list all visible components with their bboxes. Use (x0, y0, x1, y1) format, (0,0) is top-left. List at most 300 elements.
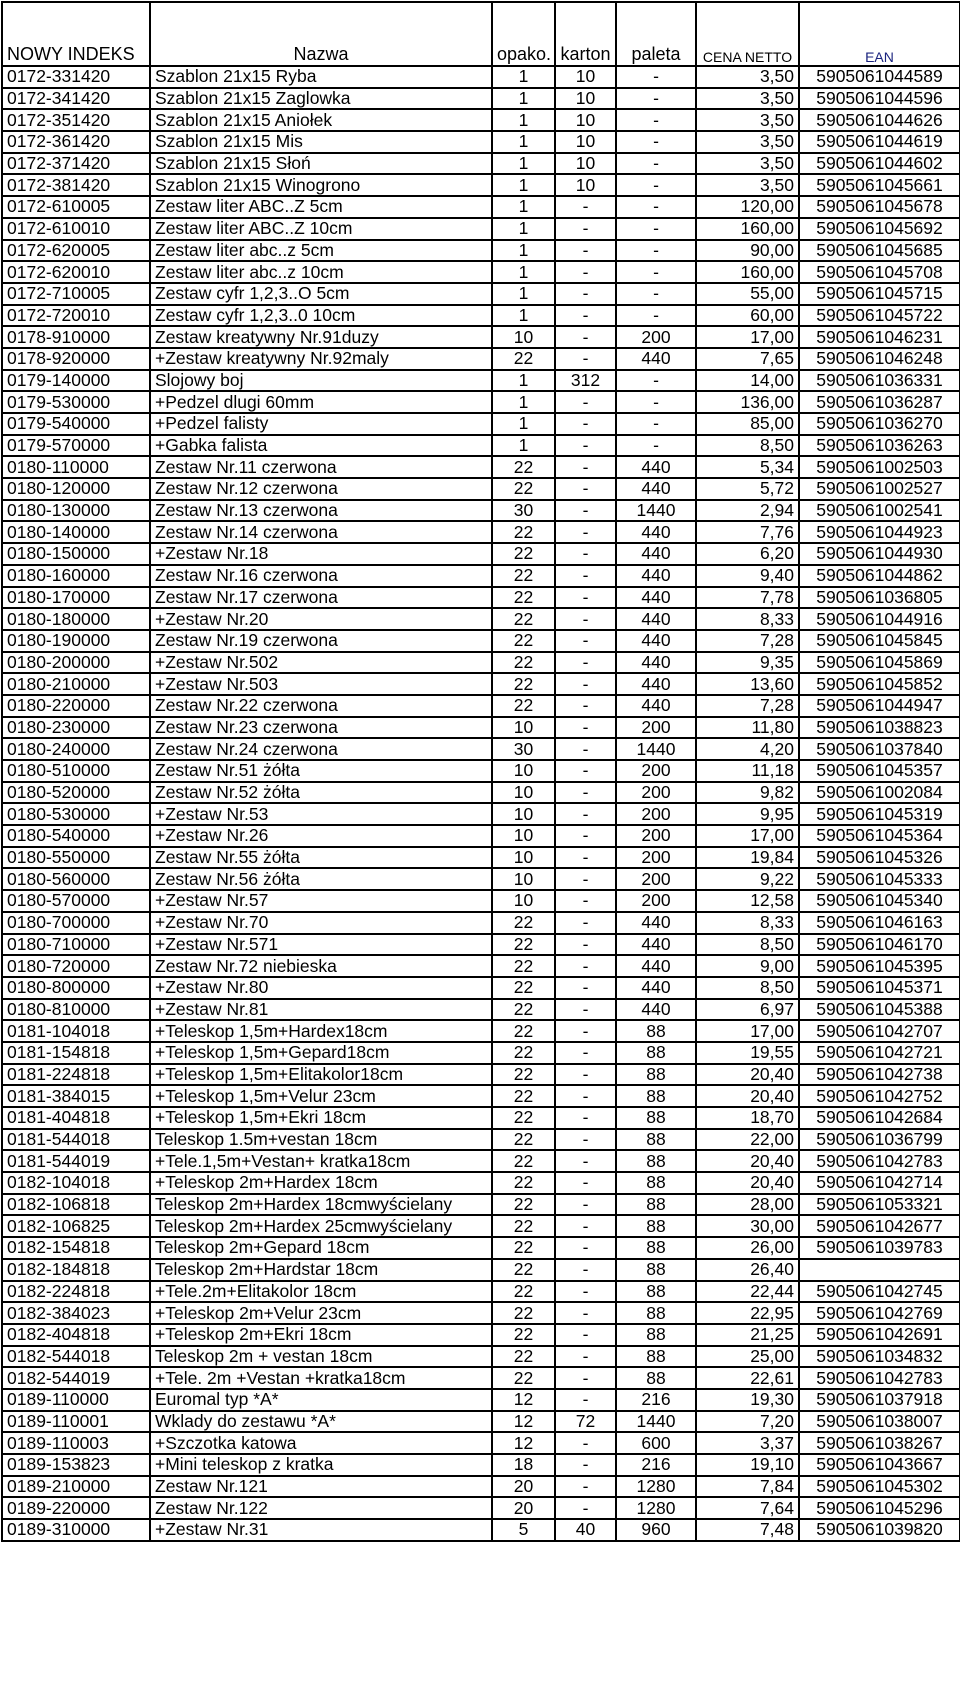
cell-price: 9,95 (696, 803, 799, 825)
cell-index: 0181-224818 (2, 1064, 150, 1086)
cell-price: 3,50 (696, 88, 799, 110)
cell-paleta: 200 (616, 825, 696, 847)
cell-name: +Teleskop 1,5m+Gepard18cm (150, 1042, 492, 1064)
cell-paleta: 88 (616, 1172, 696, 1194)
cell-opak: 1 (492, 196, 555, 218)
cell-price: 7,64 (696, 1497, 799, 1519)
cell-opak: 5 (492, 1519, 555, 1541)
cell-index: 0180-150000 (2, 543, 150, 565)
cell-price: 5,72 (696, 478, 799, 500)
cell-opak: 22 (492, 1259, 555, 1281)
cell-karton: - (555, 1259, 616, 1281)
cell-price: 120,00 (696, 196, 799, 218)
cell-name: Zestaw Nr.51 żółta (150, 760, 492, 782)
cell-price: 25,00 (696, 1346, 799, 1368)
cell-ean: 5905061042783 (799, 1150, 960, 1172)
cell-ean: 5905061045371 (799, 977, 960, 999)
cell-name: Zestaw Nr.72 niebieska (150, 955, 492, 977)
cell-karton: - (555, 1042, 616, 1064)
cell-index: 0181-154818 (2, 1042, 150, 1064)
cell-opak: 22 (492, 977, 555, 999)
table-row (2, 1150, 960, 1172)
cell-index: 0179-140000 (2, 370, 150, 392)
table-row (2, 717, 960, 739)
cell-index: 0189-153823 (2, 1454, 150, 1476)
cell-name: Zestaw liter ABC..Z 10cm (150, 218, 492, 240)
cell-name: Zestaw Nr.22 czerwona (150, 695, 492, 717)
cell-name: Zestaw cyfr 1,2,3..0 10cm (150, 305, 492, 327)
cell-paleta: 88 (616, 1042, 696, 1064)
cell-index: 0180-800000 (2, 977, 150, 999)
cell-index: 0172-361420 (2, 131, 150, 153)
cell-name: Teleskop 2m + vestan 18cm (150, 1346, 492, 1368)
cell-paleta: 88 (616, 1237, 696, 1259)
cell-price: 17,00 (696, 1020, 799, 1042)
cell-paleta: 440 (616, 695, 696, 717)
cell-ean: 5905061045333 (799, 868, 960, 890)
cell-ean: 5905061044626 (799, 109, 960, 131)
header-name: Nazwa (150, 2, 492, 66)
cell-opak: 12 (492, 1432, 555, 1454)
cell-name: Wklady do zestawu *A* (150, 1411, 492, 1433)
cell-ean: 5905061042752 (799, 1085, 960, 1107)
cell-karton: 10 (555, 153, 616, 175)
cell-paleta: 440 (616, 977, 696, 999)
cell-opak: 22 (492, 673, 555, 695)
cell-paleta: 88 (616, 1020, 696, 1042)
cell-name: +Zestaw Nr.57 (150, 890, 492, 912)
table-row (2, 283, 960, 305)
cell-index: 0182-404818 (2, 1324, 150, 1346)
cell-ean: 5905061042745 (799, 1281, 960, 1303)
table-row (2, 890, 960, 912)
table-row (2, 912, 960, 934)
cell-index: 0180-130000 (2, 500, 150, 522)
cell-paleta: 600 (616, 1432, 696, 1454)
cell-price: 11,80 (696, 717, 799, 739)
cell-name: Zestaw kreatywny Nr.91duzy (150, 326, 492, 348)
cell-paleta: 88 (616, 1215, 696, 1237)
cell-ean: 5905061044602 (799, 153, 960, 175)
cell-name: Zestaw Nr.19 czerwona (150, 630, 492, 652)
cell-price: 6,20 (696, 543, 799, 565)
cell-ean: 5905061038823 (799, 717, 960, 739)
cell-name: +Zestaw Nr.70 (150, 912, 492, 934)
table-row (2, 478, 960, 500)
cell-karton: - (555, 1346, 616, 1368)
cell-ean: 5905061045395 (799, 955, 960, 977)
table-body (2, 66, 960, 1541)
cell-price: 7,78 (696, 587, 799, 609)
cell-index: 0189-110000 (2, 1389, 150, 1411)
cell-karton: - (555, 1172, 616, 1194)
cell-price: 13,60 (696, 673, 799, 695)
cell-karton: - (555, 652, 616, 674)
cell-price: 22,61 (696, 1367, 799, 1389)
table-row (2, 153, 960, 175)
cell-index: 0180-520000 (2, 782, 150, 804)
cell-ean: 5905061039783 (799, 1237, 960, 1259)
cell-karton: - (555, 348, 616, 370)
cell-index: 0180-170000 (2, 587, 150, 609)
cell-opak: 1 (492, 435, 555, 457)
table-row (2, 1237, 960, 1259)
table-row (2, 673, 960, 695)
cell-karton: - (555, 1324, 616, 1346)
cell-karton: - (555, 1389, 616, 1411)
table-row (2, 1367, 960, 1389)
cell-ean: 5905061044862 (799, 565, 960, 587)
cell-paleta: 216 (616, 1389, 696, 1411)
table-row (2, 326, 960, 348)
table-row (2, 456, 960, 478)
cell-ean: 5905061042684 (799, 1107, 960, 1129)
cell-name: +Tele. 2m +Vestan +kratka18cm (150, 1367, 492, 1389)
cell-paleta: 440 (616, 999, 696, 1021)
cell-karton: - (555, 543, 616, 565)
cell-price: 19,55 (696, 1042, 799, 1064)
cell-price: 7,20 (696, 1411, 799, 1433)
cell-karton: - (555, 1281, 616, 1303)
cell-paleta: - (616, 305, 696, 327)
cell-price: 9,82 (696, 782, 799, 804)
cell-index: 0180-570000 (2, 890, 150, 912)
cell-karton: - (555, 1215, 616, 1237)
cell-name: Zestaw liter abc..z 10cm (150, 261, 492, 283)
cell-price: 90,00 (696, 240, 799, 262)
cell-name: +Zestaw Nr.81 (150, 999, 492, 1021)
cell-index: 0172-351420 (2, 109, 150, 131)
table-row (2, 109, 960, 131)
cell-opak: 22 (492, 1150, 555, 1172)
table-row (2, 218, 960, 240)
cell-price: 3,50 (696, 174, 799, 196)
cell-name: +Mini teleskop z kratka (150, 1454, 492, 1476)
cell-price: 55,00 (696, 283, 799, 305)
table-row (2, 1497, 960, 1519)
cell-opak: 22 (492, 587, 555, 609)
cell-index: 0180-810000 (2, 999, 150, 1021)
cell-opak: 22 (492, 521, 555, 543)
cell-index: 0180-540000 (2, 825, 150, 847)
cell-ean: 5905061037840 (799, 738, 960, 760)
cell-ean: 5905061042783 (799, 1367, 960, 1389)
cell-price: 7,84 (696, 1476, 799, 1498)
cell-ean: 5905061036287 (799, 391, 960, 413)
cell-karton: - (555, 868, 616, 890)
cell-name: +Tele.1,5m+Vestan+ kratka18cm (150, 1150, 492, 1172)
cell-paleta: 88 (616, 1194, 696, 1216)
cell-opak: 22 (492, 1215, 555, 1237)
cell-paleta: 88 (616, 1064, 696, 1086)
cell-karton: - (555, 999, 616, 1021)
cell-opak: 22 (492, 1194, 555, 1216)
cell-ean: 5905061043667 (799, 1454, 960, 1476)
cell-ean: 5905061002084 (799, 782, 960, 804)
cell-name: Zestaw Nr.121 (150, 1476, 492, 1498)
cell-paleta: 216 (616, 1454, 696, 1476)
cell-karton: - (555, 456, 616, 478)
cell-name: Zestaw Nr.14 czerwona (150, 521, 492, 543)
cell-karton: - (555, 1476, 616, 1498)
table-row (2, 1519, 960, 1541)
cell-karton: - (555, 326, 616, 348)
cell-opak: 30 (492, 738, 555, 760)
cell-ean: 5905061045685 (799, 240, 960, 262)
cell-price: 17,00 (696, 825, 799, 847)
cell-opak: 10 (492, 847, 555, 869)
cell-name: Zestaw Nr.17 czerwona (150, 587, 492, 609)
cell-karton: - (555, 977, 616, 999)
table-row (2, 66, 960, 88)
table-row (2, 174, 960, 196)
cell-ean: 5905061044589 (799, 66, 960, 88)
cell-opak: 22 (492, 1129, 555, 1151)
cell-paleta: 88 (616, 1281, 696, 1303)
cell-name: Szablon 21x15 Ryba (150, 66, 492, 88)
cell-name: Slojowy boj (150, 370, 492, 392)
cell-paleta: 960 (616, 1519, 696, 1541)
cell-karton: - (555, 738, 616, 760)
cell-opak: 10 (492, 760, 555, 782)
table-row (2, 1454, 960, 1476)
cell-paleta: 440 (616, 955, 696, 977)
cell-opak: 10 (492, 782, 555, 804)
cell-paleta: 440 (616, 587, 696, 609)
cell-ean: 5905061045296 (799, 1497, 960, 1519)
cell-price: 11,18 (696, 760, 799, 782)
cell-price: 9,22 (696, 868, 799, 890)
table-row (2, 760, 960, 782)
cell-paleta: - (616, 196, 696, 218)
cell-ean: 5905061045708 (799, 261, 960, 283)
cell-name: +Zestaw Nr.26 (150, 825, 492, 847)
header-index: NOWY INDEKS (2, 2, 150, 66)
table-row (2, 1215, 960, 1237)
cell-name: +Teleskop 2m+Ekri 18cm (150, 1324, 492, 1346)
cell-paleta: 200 (616, 782, 696, 804)
cell-ean: 5905061044947 (799, 695, 960, 717)
cell-name: Zestaw Nr.122 (150, 1497, 492, 1519)
cell-karton: - (555, 565, 616, 587)
cell-name: +Zestaw Nr.20 (150, 608, 492, 630)
table-row (2, 608, 960, 630)
table-row (2, 868, 960, 890)
cell-name: +Zestaw Nr.80 (150, 977, 492, 999)
cell-opak: 30 (492, 500, 555, 522)
cell-name: Zestaw liter ABC..Z 5cm (150, 196, 492, 218)
cell-paleta: 440 (616, 478, 696, 500)
cell-ean: 5905061002527 (799, 478, 960, 500)
table-row (2, 782, 960, 804)
cell-paleta: 88 (616, 1302, 696, 1324)
cell-paleta: 200 (616, 890, 696, 912)
cell-karton: - (555, 1020, 616, 1042)
table-row (2, 370, 960, 392)
cell-karton: - (555, 717, 616, 739)
table-row (2, 1259, 960, 1281)
cell-name: +Zestaw Nr.502 (150, 652, 492, 674)
cell-opak: 22 (492, 1107, 555, 1129)
cell-price: 60,00 (696, 305, 799, 327)
cell-index: 0172-620005 (2, 240, 150, 262)
cell-paleta: 440 (616, 934, 696, 956)
cell-opak: 22 (492, 1281, 555, 1303)
cell-paleta: 88 (616, 1129, 696, 1151)
table-row (2, 1172, 960, 1194)
cell-name: +Pedzel dlugi 60mm (150, 391, 492, 413)
cell-opak: 20 (492, 1476, 555, 1498)
cell-name: Zestaw Nr.52 żółta (150, 782, 492, 804)
cell-opak: 22 (492, 695, 555, 717)
cell-ean: 5905061036331 (799, 370, 960, 392)
cell-index: 0189-220000 (2, 1497, 150, 1519)
cell-ean: 5905061042707 (799, 1020, 960, 1042)
table-row (2, 435, 960, 457)
cell-price: 160,00 (696, 218, 799, 240)
cell-ean: 5905061045340 (799, 890, 960, 912)
cell-karton: 10 (555, 131, 616, 153)
cell-paleta: 88 (616, 1367, 696, 1389)
cell-index: 0179-530000 (2, 391, 150, 413)
cell-ean: 5905061036805 (799, 587, 960, 609)
cell-karton: - (555, 890, 616, 912)
cell-karton: 10 (555, 66, 616, 88)
cell-paleta: 440 (616, 673, 696, 695)
cell-karton: - (555, 521, 616, 543)
cell-karton: - (555, 782, 616, 804)
cell-paleta: - (616, 435, 696, 457)
cell-name: Zestaw Nr.12 czerwona (150, 478, 492, 500)
table-row (2, 521, 960, 543)
cell-price: 14,00 (696, 370, 799, 392)
cell-ean: 5905061044916 (799, 608, 960, 630)
cell-name: +Teleskop 2m+Hardex 18cm (150, 1172, 492, 1194)
cell-ean: 5905061046163 (799, 912, 960, 934)
table-row (2, 88, 960, 110)
cell-karton: 40 (555, 1519, 616, 1541)
cell-karton: - (555, 630, 616, 652)
cell-opak: 22 (492, 1237, 555, 1259)
cell-price: 8,33 (696, 608, 799, 630)
cell-karton: - (555, 1367, 616, 1389)
cell-index: 0172-331420 (2, 66, 150, 88)
cell-ean: 5905061042691 (799, 1324, 960, 1346)
cell-index: 0181-544018 (2, 1129, 150, 1151)
cell-index: 0181-544019 (2, 1150, 150, 1172)
cell-opak: 10 (492, 326, 555, 348)
cell-name: +Teleskop 1,5m+Elitakolor18cm (150, 1064, 492, 1086)
cell-karton: - (555, 1107, 616, 1129)
cell-opak: 1 (492, 88, 555, 110)
cell-index: 0180-240000 (2, 738, 150, 760)
cell-paleta: 200 (616, 326, 696, 348)
cell-ean: 5905061042738 (799, 1064, 960, 1086)
cell-opak: 22 (492, 1064, 555, 1086)
cell-ean: 5905061045715 (799, 283, 960, 305)
table-row (2, 348, 960, 370)
cell-ean: 5905061042721 (799, 1042, 960, 1064)
table-row (2, 1085, 960, 1107)
cell-price: 17,00 (696, 326, 799, 348)
cell-index: 0180-700000 (2, 912, 150, 934)
cell-paleta: - (616, 391, 696, 413)
cell-price: 12,58 (696, 890, 799, 912)
cell-index: 0180-160000 (2, 565, 150, 587)
cell-price: 9,35 (696, 652, 799, 674)
cell-ean: 5905061045326 (799, 847, 960, 869)
cell-index: 0172-610010 (2, 218, 150, 240)
cell-name: Szablon 21x15 Winogrono (150, 174, 492, 196)
cell-price: 26,00 (696, 1237, 799, 1259)
cell-karton: - (555, 218, 616, 240)
cell-opak: 22 (492, 1020, 555, 1042)
cell-karton: 10 (555, 88, 616, 110)
cell-price: 160,00 (696, 261, 799, 283)
table-row (2, 1411, 960, 1433)
cell-ean: 5905061002541 (799, 500, 960, 522)
cell-price: 4,20 (696, 738, 799, 760)
cell-ean: 5905061037918 (799, 1389, 960, 1411)
cell-ean: 5905061045364 (799, 825, 960, 847)
cell-index: 0179-540000 (2, 413, 150, 435)
table-row (2, 587, 960, 609)
cell-karton: - (555, 825, 616, 847)
cell-price: 3,50 (696, 131, 799, 153)
cell-name: Szablon 21x15 Aniołek (150, 109, 492, 131)
cell-index: 0172-371420 (2, 153, 150, 175)
cell-price: 7,28 (696, 630, 799, 652)
table-row (2, 1324, 960, 1346)
cell-opak: 22 (492, 543, 555, 565)
cell-name: Zestaw Nr.24 czerwona (150, 738, 492, 760)
cell-karton: - (555, 608, 616, 630)
cell-price: 19,10 (696, 1454, 799, 1476)
cell-name: +Zestaw Nr.53 (150, 803, 492, 825)
cell-paleta: - (616, 370, 696, 392)
cell-price: 136,00 (696, 391, 799, 413)
cell-opak: 1 (492, 370, 555, 392)
table-row (2, 999, 960, 1021)
cell-name: +Zestaw kreatywny Nr.92maly (150, 348, 492, 370)
cell-name: Szablon 21x15 Mis (150, 131, 492, 153)
cell-paleta: 88 (616, 1346, 696, 1368)
cell-price: 5,34 (696, 456, 799, 478)
cell-paleta: 1280 (616, 1497, 696, 1519)
cell-paleta: 1280 (616, 1476, 696, 1498)
cell-name: +Teleskop 2m+Velur 23cm (150, 1302, 492, 1324)
cell-karton: - (555, 912, 616, 934)
table-row (2, 1432, 960, 1454)
cell-opak: 1 (492, 131, 555, 153)
cell-name: +Zestaw Nr.503 (150, 673, 492, 695)
cell-opak: 1 (492, 391, 555, 413)
cell-index: 0182-154818 (2, 1237, 150, 1259)
table-row (2, 1281, 960, 1303)
cell-price: 22,00 (696, 1129, 799, 1151)
cell-karton: - (555, 1129, 616, 1151)
cell-opak: 22 (492, 999, 555, 1021)
cell-karton: - (555, 847, 616, 869)
cell-opak: 22 (492, 608, 555, 630)
cell-price: 30,00 (696, 1215, 799, 1237)
cell-opak: 20 (492, 1497, 555, 1519)
cell-ean: 5905061039820 (799, 1519, 960, 1541)
cell-opak: 22 (492, 912, 555, 934)
cell-index: 0180-140000 (2, 521, 150, 543)
cell-paleta: - (616, 174, 696, 196)
cell-price: 3,50 (696, 109, 799, 131)
